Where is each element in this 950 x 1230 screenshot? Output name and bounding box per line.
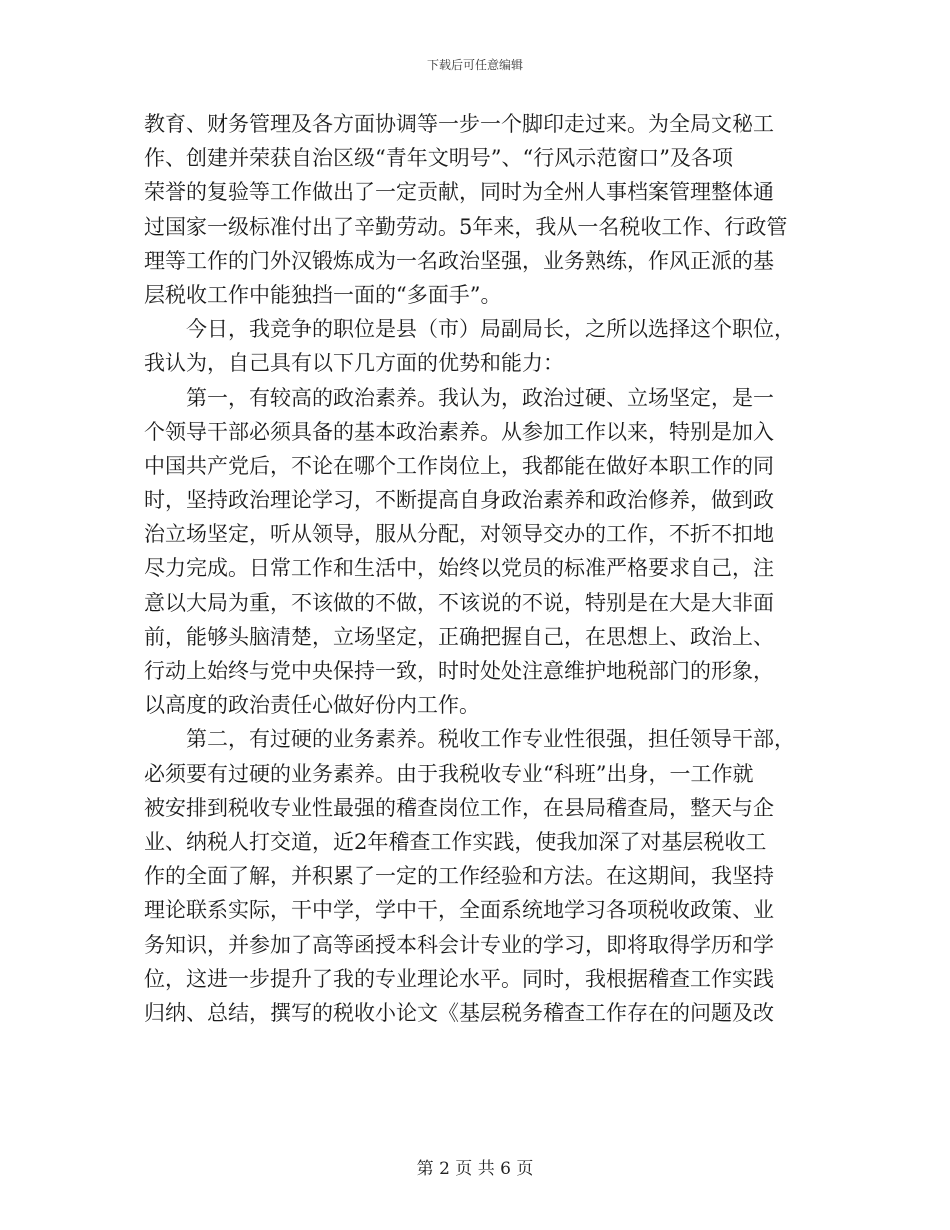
text-line: 尽力完成。日常工作和生活中，始终以党员的标准严格要求自己，注 — [144, 556, 774, 581]
text-line: 第二，有过硬的业务素养。税收工作专业性很强，担任领导干部， — [144, 727, 795, 752]
text-line: 前，能够头脑清楚，立场坚定，正确把握自己，在思想上、政治上、 — [144, 624, 774, 649]
document-body — [144, 107, 804, 1030]
text-line: 以高度的政治责任心做好份内工作。 — [144, 693, 480, 718]
page-number: 第 2 页 共 6 页 — [416, 1159, 534, 1179]
body-text — [144, 107, 804, 1030]
text-line: 理等工作的门外汉锻炼成为一名政治坚强，业务熟练，作风正派的基 — [144, 248, 774, 273]
text-line: 个领导干部必须具备的基本政治素养。从参加工作以来，特别是加入 — [144, 419, 774, 444]
text-line: 荣誉的复验等工作做出了一定贡献，同时为全州人事档案管理整体通 — [144, 180, 774, 205]
text-line: 理论联系实际，干中学，学中干，全面系统地学习各项税收政策、业 — [144, 898, 774, 923]
text-line: 意以大局为重，不该做的不做，不该说的不说，特别是在大是大非面 — [144, 590, 774, 615]
text-line: 层税收工作中能独挡一面的“多面手”。 — [144, 282, 502, 307]
text-line: 第一，有较高的政治素养。我认为，政治过硬、立场坚定，是一 — [144, 385, 774, 410]
text-line: 位，这进一步提升了我的专业理论水平。同时，我根据稽查工作实践 — [144, 966, 774, 991]
text-line: 务知识，并参加了高等函授本科会计专业的学习，即将取得学历和学 — [144, 932, 774, 957]
text-line: 作的全面了解，并积累了一定的工作经验和方法。在这期间，我坚持 — [144, 864, 774, 889]
text-line: 中国共产党后，不论在哪个工作岗位上，我都能在做好本职工作的同 — [144, 453, 774, 478]
text-line: 归纳、总结，撰写的税收小论文《基层税务稽查工作存在的问题及改 — [144, 1000, 774, 1025]
text-line: 必须要有过硬的业务素养。由于我税收专业“科班”出身，一工作就 — [144, 761, 754, 786]
text-line: 教育、财务管理及各方面协调等一步一个脚印走过来。为全局文秘工 — [144, 112, 774, 136]
text-line: 今日，我竞争的职位是县（市）局副局长，之所以选择这个职位， — [144, 317, 795, 342]
text-line: 我认为，自己具有以下几方面的优势和能力： — [144, 351, 564, 376]
page-header: 下载后可任意编辑 — [426, 58, 523, 72]
text-line: 作、创建并荣获自治区级“青年文明号”、“行风示范窗口”及各项 — [144, 146, 733, 171]
text-line: 业、纳税人打交道，近2年稽查工作实践，使我加深了对基层税收工 — [144, 829, 767, 854]
text-line: 行动上始终与党中央保持一致，时时处处注意维护地税部门的形象， — [144, 659, 774, 683]
text-line: 过国家一级标准付出了辛勤劳动。5年来，我从一名税收工作、行政管 — [144, 214, 788, 239]
text-line: 被安排到税收专业性最强的稽查岗位工作，在县局稽查局，整天与企 — [144, 795, 774, 820]
text-line: 治立场坚定，听从领导，服从分配，对领导交办的工作，不折不扣地 — [144, 522, 774, 547]
text-line: 时，坚持政治理论学习，不断提高自身政治素养和政治修养，做到政 — [144, 488, 774, 513]
